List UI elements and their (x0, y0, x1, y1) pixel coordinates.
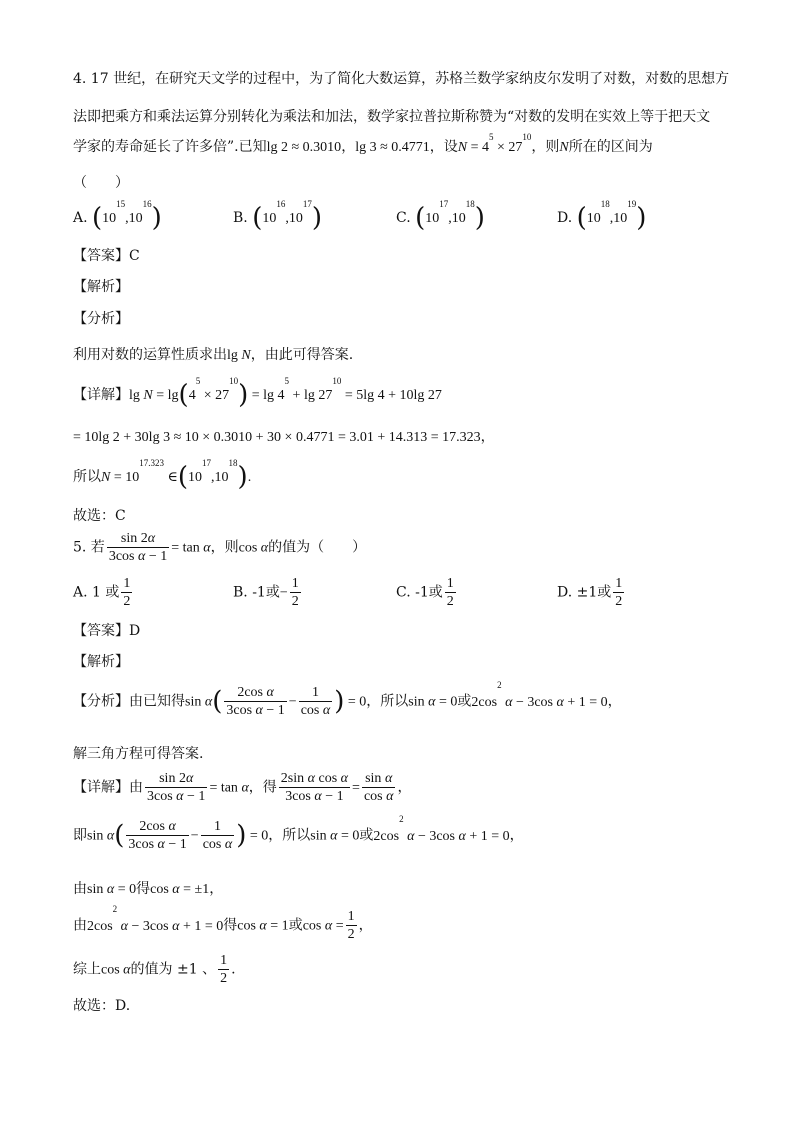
q4-answer (73, 245, 140, 265)
q4-sep3: ，则 (531, 139, 560, 155)
detail-tag: 【详解】 (73, 387, 129, 403)
q4-option-a[interactable]: A. $(10^{15},10^{16})$ (73, 199, 162, 233)
answer-value: D (129, 623, 141, 639)
q5-detail-line4: 由$2\cos^2$ α − 3cos α + 1 = 0得cos α = 1或cos α = $\frac{1}{2}$ ， (73, 904, 373, 942)
q4-stem-end: 所在的区间为 (568, 139, 653, 155)
q5-detail-line5: 综上cos α的值为 ±1 、 $\frac{1}{2}$ . (73, 953, 236, 986)
q4-stem-line3-text: 学家的寿命延长了许多倍”.已知 (73, 139, 267, 155)
q4-fenxi-text: 利用对数的运算性质求出lg N，由此可得答案. (73, 347, 354, 363)
q4-option-b[interactable]: B. $(10^{16},10^{17})$ (233, 199, 323, 233)
q4-sep2: ，设 (429, 139, 458, 155)
q4-option-d[interactable]: D. $(10^{18},10^{19})$ (557, 199, 647, 233)
q5-option-d[interactable]: D. ±1或 $\frac{1}{2}$ (557, 576, 623, 609)
q5-stem: 5. 若 $\frac{\sin 2\alpha}{\text{3cos α − 1}}$ = tan α，则cos α的值为（ ） (73, 531, 367, 564)
q5-option-b[interactable]: B. -1或− $\frac{1}{2}$ (233, 576, 299, 609)
q4-detail-line1: 【详解】$\lg N = \lg(4^5 \times 27^{10}) = \lg 4^5 + \lg 27^{10} = 5\lg$ 4 + 10lg 27 (73, 376, 442, 410)
q4-stem-line2: 法即把乘方和乘法运算分别转化为乘法和加法，数学家拉普拉斯称赞为“对数的发明在实效上等于把天文 (73, 109, 711, 125)
answer-tag: 【答案】 (73, 623, 129, 639)
q4-paren: （ ） (73, 175, 129, 191)
q4-so-line: 所以$N = 10^{17.323}$ $\in(10^{17},10^{18})$. (73, 458, 252, 492)
q4-guxuan: 故选：C (73, 508, 126, 524)
q5-option-a[interactable]: A. 1 或 $\frac{1}{2}$ (73, 576, 131, 609)
q4-sep1: ， (341, 139, 356, 155)
q4-stem-line1: 4. 17 世纪，在研究天文学的过程中，为了简化大数运算，苏格兰数学家纳皮尔发明了对数，对数的思想方 (73, 71, 730, 87)
q5-detail-line3: 由sin α = 0得cos α = ±1， (73, 881, 224, 897)
q4-fenxi-tag: 【分析】 (73, 311, 129, 327)
q5-fenxi: 【分析】由已知得sin α( $\frac{\text{2cos α}}{\text{3cos α − 1}}$ − $\frac{1}{\text{cos α}}$ ) = 0，所以sin α = 0或$2\cos^2$ α − 3cos α + 1 = 0， (73, 680, 622, 718)
answer-tag: 【答案】 (73, 248, 129, 264)
q5-option-c[interactable]: C. -1或 $\frac{1}{2}$ (396, 576, 454, 609)
q4-detail-line2: = 10lg 2 + 30lg 3 ≈ 10 × 0.3010 + 30 × 0.4771 = 3.01 + 14.313 = 17.323， (73, 429, 495, 445)
q4-jiexi-tag: 【解析】 (73, 279, 129, 295)
q4-stem-line3: 学家的寿命延长了许多倍”.已知lg 2 ≈ 0.3010，lg 3 ≈ 0.4771，设$N = 4^5 \times 27^{10}$，则N所在的区间为 (73, 132, 653, 155)
q5-jiexi-tag: 【解析】 (73, 654, 129, 670)
q5-detail-line1: 【详解】由 $\frac{\sin 2\alpha}{\text{3cos α − 1}}$ = tan α，得 $\frac{\text{2sin α cos α}}{\text{3cos α − 1}}$ = $\frac{\text{sin α}}{\text{cos α}}$ ， (73, 771, 412, 804)
q5-detail-line2: 即sin α( $\frac{\text{2cos α}}{\text{3cos α − 1}}$ − $\frac{1}{\text{cos α}}$ ) = 0，所以sin α = 0或$2\cos^2$ α − 3cos α + 1 = 0， (73, 814, 524, 852)
answer-value: C (129, 248, 140, 264)
q4-option-c[interactable]: C. $(10^{17},10^{18})$ (396, 199, 485, 233)
q5-guxuan: 故选：D. (73, 998, 131, 1014)
q5-answer (73, 620, 140, 640)
q5-fenxi-line2: 解三角方程可得答案. (73, 746, 204, 762)
